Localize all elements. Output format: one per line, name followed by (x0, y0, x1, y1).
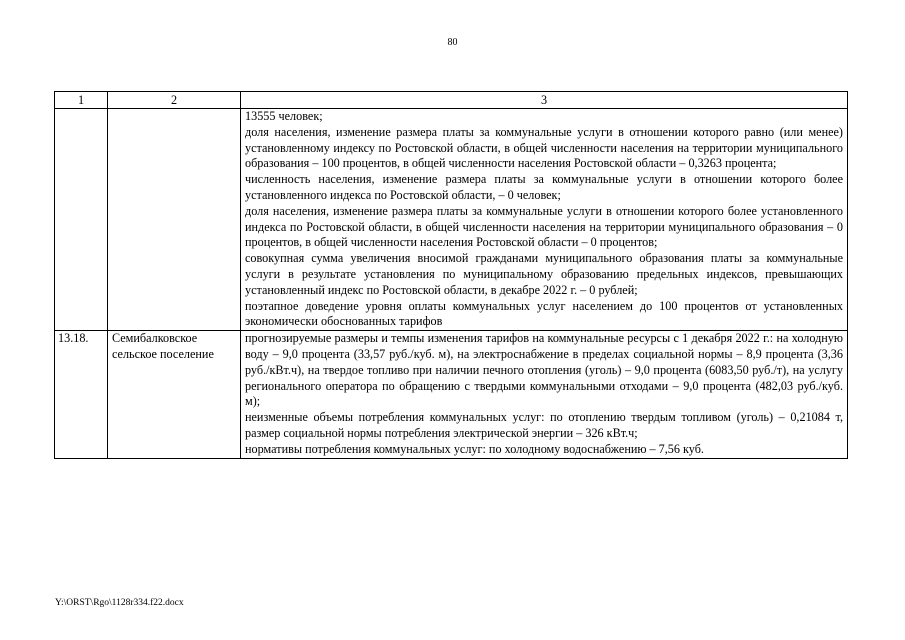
table-header-row (55, 92, 848, 109)
header-col-2: 2 (108, 92, 241, 109)
footer-file-path: Y:\ORST\Rgo\1128r334.f22.docx (55, 598, 184, 608)
description-paragraph: 13555 человек; (245, 109, 323, 123)
row-description (241, 331, 848, 458)
header-col-1: 1 (55, 92, 108, 109)
description-paragraph: совокупная сумма увеличения вносимой гражданами муниципального образования платы за коммунальные услуги в результате установления по муниципальному образованию предельных индексов, превышающих установленный индекс по Ростовской области, в декабре 2022 г. – 0 рублей; (245, 251, 843, 297)
description-paragraph: неизменные объемы потребления коммунальных услуг: по отоплению твердым топливом (уголь) – 0,21084 т, размер социальной нормы потребления электрической энергии – 326 кВт.ч; (245, 410, 843, 440)
page-number: 80 (447, 37, 458, 48)
table-row (55, 109, 848, 331)
description-paragraph: поэтапное доведение уровня оплаты коммунальных услуг населением до 100 процентов от установленных экономически обоснованных тарифов (245, 298, 843, 329)
description-paragraph: прогнозируемые размеры и темпы изменения тарифов на коммунальные ресурсы с 1 декабря 2022 г.: на холодную воду – 9,0 процента (33,57 руб./куб. м), на электроснабжение в пределах социальной нормы – 8,9 процента (3,36 руб./кВт.ч), на твердое топливо при наличии печного отопления (уголь) – 9,0 процента (6083,50 руб./т), на услугу регионального оператора по обращению с твердыми коммунальными отходами – 9,0 процента (482,03 руб./куб. м); (245, 331, 843, 409)
description-paragraph: доля населения, изменение размера платы за коммунальные услуги в отношении которого более установленного индекса по Ростовской области, в общей численности населения на территории муниципального образования – 0 процентов, в общей численности населения Ростовской области – 0 процентов; (245, 203, 843, 250)
description-paragraph: доля населения, изменение размера платы за коммунальные услуги в отношении которого равно (или менее) установленному индексу по Ростовской области, в общей численности населения на территории муниципального образования – 100 процентов, в общей численности населения Ростовской области – 0,3263 процента; (245, 124, 843, 171)
document-table (54, 91, 848, 459)
row-number: 13.18. (55, 331, 108, 458)
table-row (55, 331, 848, 458)
row-number (55, 109, 108, 331)
row-municipality-name: Семибалковское сельское поселение (108, 331, 241, 458)
row-municipality-name (108, 109, 241, 331)
description-paragraph: нормативы потребления коммунальных услуг: по холодному водоснабжению – 7,56 куб. (245, 441, 704, 456)
header-col-3: 3 (241, 92, 848, 109)
description-paragraph: численность населения, изменение размера платы за коммунальные услуги в отношении которого более установленного индекса по Ростовской области, – 0 человек; (245, 172, 843, 202)
row-description (241, 109, 848, 331)
